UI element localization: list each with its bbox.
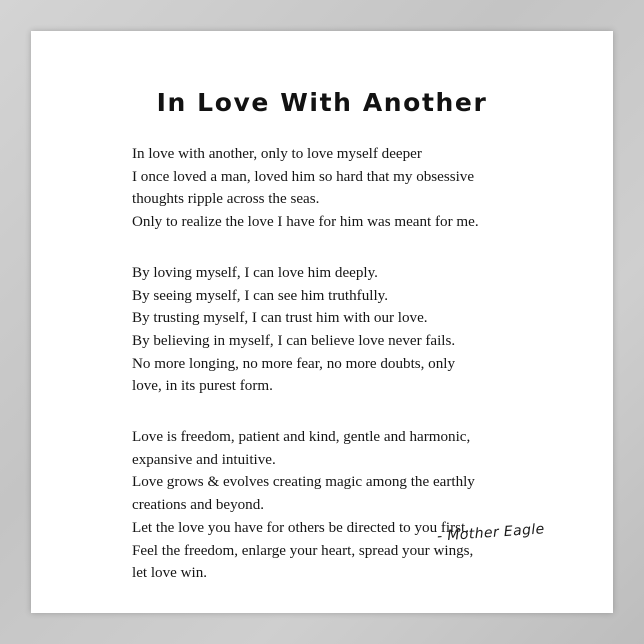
- poem-line: Feel the freedom, enlarge your heart, spread your wings,: [132, 542, 474, 559]
- poem-line: By seeing myself, I can see him truthfully.: [132, 287, 388, 304]
- poem-line: By believing in myself, I can believe love never fails.: [132, 332, 456, 349]
- poem-line: creations and beyond.: [132, 497, 265, 514]
- poem-body: [132, 143, 552, 585]
- poem-line: In love with another, only to love myself deeper: [132, 146, 422, 162]
- poem-line: love, in its purest form.: [132, 378, 273, 395]
- poster-sheet: [31, 31, 613, 613]
- poem-stanza: [132, 143, 552, 234]
- poem-line: Only to realize the love I have for him was meant for me.: [132, 214, 479, 231]
- poem-stanza: [132, 262, 552, 398]
- poem-line: Let the love you have for others be directed to you first.: [132, 519, 469, 536]
- poem-line: let love win.: [132, 565, 208, 582]
- poem-line: By trusting myself, I can trust him with our love.: [132, 310, 428, 327]
- poem-line: thoughts ripple across the seas.: [132, 191, 320, 208]
- poem-line: I once loved a man, loved him so hard that my obsessive: [132, 168, 475, 185]
- poem-line: No more longing, no more fear, no more doubts, only: [132, 355, 456, 372]
- page-title: In Love With Another: [156, 88, 488, 117]
- poem-line: By loving myself, I can love him deeply.: [132, 264, 378, 281]
- author-signature: - Mother Eagle: [436, 521, 546, 545]
- poem-line: Love is freedom, patient and kind, gentle and harmonic,: [132, 429, 471, 446]
- poem-line: Love grows & evolves creating magic among the earthly: [132, 474, 475, 491]
- poem-stanza: [132, 426, 552, 585]
- poem-line: expansive and intuitive.: [132, 451, 276, 468]
